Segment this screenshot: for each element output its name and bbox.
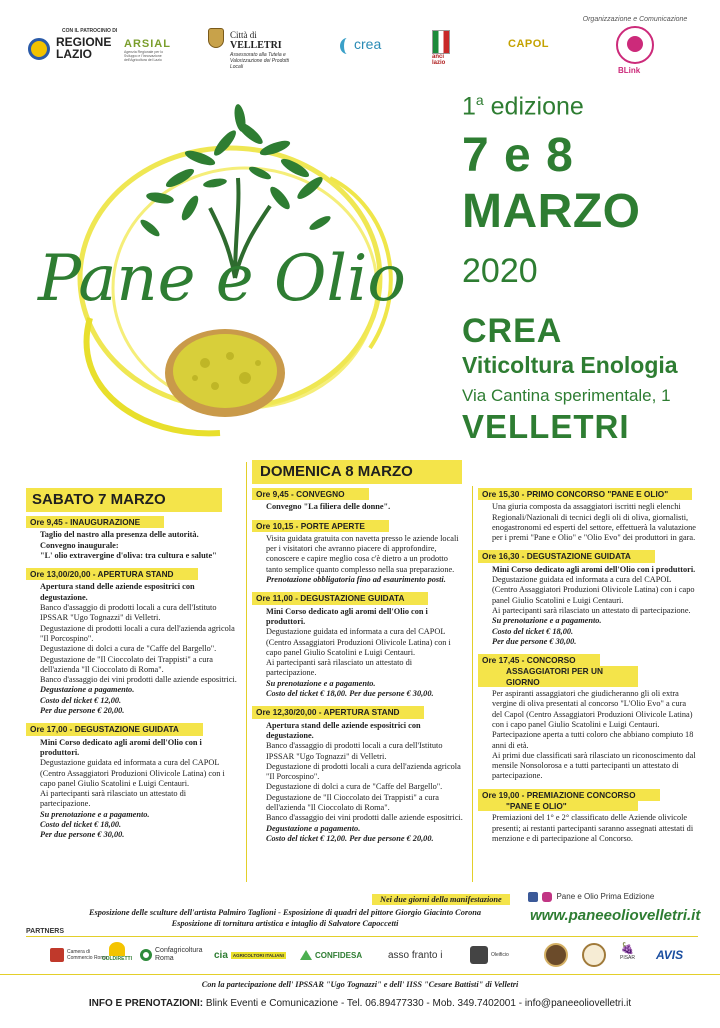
facebook-icon[interactable] [528,892,538,902]
program-event [252,520,464,586]
event-description: Ai partecipanti sarà rilasciato un attestato di partecipazione. [266,658,413,678]
event-description: Degustazione de "Il Cioccolato dei Trappisti" a cura dell'azienda "Il Cioccolato di Roma". [266,792,439,813]
event-description: Banco d'assaggio dei vini prodotti dalle aziende espositrici. [266,813,463,823]
partner-pisar [620,942,635,968]
event-description: Degustazione di dolci a cura de "Caffe del Bargello". [266,782,443,792]
partner-avis [656,942,683,968]
venue-name: CREA [462,312,563,350]
event-description: Banco d'assaggio di prodotti locali a cura dell'Istituto IPSSAR "Ugo Tognazzi" di Velletri. [266,741,443,761]
program-event [478,488,696,543]
event-description: Apertura stand delle aziende espositrici con degustazione. [40,582,195,602]
confagricoltura-icon [140,949,152,961]
edition-suffix: a [475,92,484,108]
participation-note: Con la partecipazione dell' IPSSAR "Ugo Tognazzi" e dell' IISS "Cesare Battisti" di Velletri [201,980,519,989]
event-time-heading: Ore 13,00/20,00 - APERTURA STAND [26,568,198,580]
event-year: 2020 [462,252,538,290]
grape-icon: 🍇 [620,943,635,955]
event-description: Degustazione di prodotti locali a cura dell'azienda agricola "Il Porcospino". [40,623,235,643]
organizer-label: Organizzazione e Comunicazione [582,16,688,23]
edition-word: edizione [490,92,584,121]
info-label: INFO E PRENOTAZIONI: [88,998,204,1009]
partner-label: PISAR [620,955,636,961]
program-event [26,516,238,561]
partner-cia [214,942,286,968]
velletri-city-prefix: Città di [230,30,257,40]
partner-asso-frantoi [388,942,442,968]
partner-seal [582,942,606,968]
sunday-heading: DOMENICA 8 MARZO [252,460,462,484]
partner-label: AGRICOLTORI ITALIANI [232,952,284,958]
partner-confagricoltura [140,942,215,968]
program-event [252,488,464,513]
partner-label: CONFIDESA [315,950,363,960]
event-description: Su prenotazione e a pagamento. [266,678,376,688]
event-description: Per aspiranti assaggiatori che giudicheranno gli oli extra vergine di oliva presentati al concorso "L'Olio Evo" a cura del Capol (Centro Assaggiatori Produzioni Olivicole Latina) con i capo panel Giulio Scatolini e Luigi Centauri. Partecipazione aperta a tutti coloro che abbiano compiuto 18 anni di età. [492,689,694,750]
arsial-subtitle: Agenzia Regionale per lo Sviluppo e l'Innovazione dell'Agricoltura del Lazio [124,50,164,62]
event-description: Una giuria composta da assaggiatori iscritti negli elenchi Regionali/Nazionali di tecnici degli oli di oliva, giornalisti, enogastronomi ed esperti del settore, effettuerà la valutazione per i premi "Pane e Olio" e "Olio Evo" dei produttori in gara. [492,502,696,543]
info-bar [0,994,720,1016]
event-time-heading: Ore 9,45 - CONVEGNO [252,488,369,500]
partner-label: asso franto i [388,949,443,961]
capol-logo [508,38,564,58]
cantina-icon [544,943,568,967]
anci-name: anci lazio [432,54,446,66]
event-description: "L' olio extravergine d'oliva: tra cultura e salute" [40,550,217,560]
partner-label: Camera di Commercio Roma [67,949,108,961]
partner-label: Oleificio [491,952,509,958]
venue-subtitle: Viticoltura Enologia [462,352,678,378]
event-description: Per due persone € 30,00. [492,636,577,646]
velletri-city-label [230,30,282,51]
sunday-program-morning [252,488,464,851]
event-time-heading: Ore 15,30 - PRIMO CONCORSO "PANE E OLIO" [478,488,692,500]
program-event [252,706,464,844]
event-description: Su prenotazione e a pagamento. [40,809,150,819]
partner-label: AVIS [656,948,684,962]
regione-emblem-icon [28,38,50,60]
event-subheading: "PANE E OLIO" [478,801,638,811]
comune-velletri-logo [208,24,294,70]
social-links [528,892,654,902]
partners-divider [26,936,698,937]
blink-name: BLink [618,66,641,75]
sunday-program-afternoon [478,488,696,851]
event-subheading: ASSAGGIATORI PER UN GIORNO [478,666,638,687]
arsial-name: ARSIAL [124,38,171,50]
partner-label: Confagricoltura Roma [155,947,203,962]
event-description: Ai primi due classificati sarà rilasciato un riconoscimento dal mensile Nonsolorosa e a tutti partecipanti un attestato di partecipazione. [492,750,696,781]
arsial-logo [124,38,174,68]
olive-leaves-icon [138,103,332,238]
program-event [252,592,464,699]
event-time-heading: Ore 10,15 - PORTE APERTE [252,520,389,532]
blink-dot-icon [627,36,643,52]
event-description: Degustazione di prodotti locali a cura dell'azienda agricola "Il Porcospino". [266,761,461,782]
partner-cantina [544,942,568,968]
footer-divider [0,974,720,975]
social-page-name: Pane e Olio Prima Edizione [556,892,655,902]
event-description: Costo del ticket € 18,00. [40,820,122,830]
saturday-heading: SABATO 7 MARZO [26,488,222,512]
program-event [478,550,696,647]
both-days-label: Nei due giorni della manifestazione [372,894,510,905]
event-description: Costo del ticket € 18,00. [492,626,574,636]
event-time-heading: Ore 17,00 - DEGUSTAZIONE GUIDATA [26,723,203,735]
confidesa-icon [300,950,312,960]
program-event [478,654,696,782]
event-description: Taglio del nastro alla presenza delle autorità. [40,530,199,540]
event-description: Mini Corso dedicato agli aromi dell'Olio con i produttori. [40,737,202,757]
event-time-heading: Ore 9,45 - INAUGURAZIONE [26,516,164,528]
event-time-heading: Ore 12,30/20,00 - APERTURA STAND [252,706,424,718]
info-contacts: Blink Eventi e Comunicazione - Tel. 06.89477330 - Mob. 349.7402001 - info@paneeoliovelletri.it [205,998,632,1009]
event-description: Convegno "La filiera delle donne". [266,502,391,512]
event-time-heading: Ore 19,00 - PREMIAZIONE CONCORSO [478,789,660,801]
event-description: Convegno inaugurale: [40,540,119,550]
event-description: Banco d'assaggio di prodotti locali a cura dell'Istituto IPSSAR "Ugo Tognazzi" di Velletri. [40,603,217,623]
velletri-assessorato: Assessorato alla Tutela e Valorizzazione dei Prodotti Locali [230,52,290,70]
edition-number: 1 [462,92,476,121]
column-divider-right [472,486,473,882]
event-description: Ai partecipanti sarà rilasciato un attestato di partecipazione. [492,605,691,615]
event-description: Ai partecipanti sarà rilasciato un attestato di partecipazione. [40,789,187,809]
program-event [26,568,238,716]
event-description: Prenotazione obbligatoria fino ad esaurimento posti. [266,575,446,585]
anci-lazio-logo [432,30,458,66]
event-description: Per due persone € 30,00. [40,830,125,840]
anci-flag-icon [432,30,450,54]
crea-logo [340,36,400,60]
instagram-icon[interactable] [542,892,552,902]
exhibitions-text: Esposizione delle sculture dell'artista Palmiro Taglioni - Esposizione di quadri del pittore Giorgio Giacinto Corona Esposizione di tornitura artistica e intaglio di Salvatore Capoccetti [89,908,481,928]
velletri-crest-icon [208,28,224,48]
crea-name: crea [354,36,382,52]
edition-label [462,92,584,121]
venue-city: VELLETRI [462,408,630,445]
camera-commercio-icon [50,948,64,962]
partner-confidesa [300,942,362,968]
event-time-heading: Ore 11,00 - DEGUSTAZIONE GUIDATA [252,592,428,604]
event-time-heading: Ore 16,30 - DEGUSTAZIONE GUIDATA [478,550,655,562]
event-time-heading: Ore 17,45 - CONCORSO [478,654,600,666]
program-event [478,789,696,844]
event-description: Costo del ticket € 18,00. Per due persone € 30,00. [266,689,434,699]
event-description: Degustazione di dolci a cura de "Caffe del Bargello". [40,644,217,654]
event-description: Degustazione guidata ed informata a cura del CAPOL (Centro Assaggiatori Produzioni Olivicole Latina) con i capo panel Giulio Scatolini e Luigi Centauri. [266,627,451,657]
event-description: Per due persone € 20,00. [40,706,125,716]
capol-name: CAPOL [508,38,549,50]
event-description: Mini Corso dedicato agli aromi dell'Olio con i produttori. [266,606,428,626]
event-month: MARZO [462,185,641,238]
partner-label: COLDIRETTI [102,956,132,962]
partners-label: PARTNERS [26,928,64,935]
crea-swirl-icon [340,38,354,54]
venue-address: Via Cantina sperimentale, 1 [462,386,671,405]
event-description: Mini Corso dedicato agli aromi dell'Olio con i produttori. [492,564,696,574]
saturday-program [26,516,238,848]
event-description: Degustazione a pagamento. [266,823,361,833]
event-description: Su prenotazione e a pagamento. [492,616,602,626]
event-description: Costo del ticket € 12,00. Per due persone € 20,00. [266,833,434,843]
regione-lazio-logo [26,24,138,68]
event-description: Premiazioni del 1° e 2° classificato delle Aziende olivicole presenti; ai restanti partecipanti saranno assegnati attestati di menzione e di partecipazione al Concorso. [492,813,694,843]
partner-coldiretti [102,942,132,968]
event-days: 7 e 8 [462,129,574,182]
event-description: Banco d'assaggio dei vini prodotti dalle aziende espositrici. [40,675,237,685]
event-description: Costo del ticket € 12,00. [40,695,122,705]
blink-logo [612,26,660,74]
program-event [26,723,238,840]
event-description: Degustazione guidata ed informata a cura del CAPOL (Centro Assaggiatori Produzioni Olivicole Latina) con i capo panel Giulio Scatolini e Luigi Centauri. [492,575,695,605]
partner-oleificio [470,942,509,968]
cia-icon: cia [214,949,228,961]
column-divider-left [246,462,247,882]
regione-name: REGIONE LAZIO [56,35,112,61]
event-description: Apertura stand delle aziende espositrici con degustazione. [266,720,421,740]
pane-e-olio-title: Pane e Olio [38,242,406,316]
website-link[interactable]: www.paneeoliovelletri.it [530,907,701,924]
pane-e-olio-illustration [30,88,450,458]
event-description: Degustazione guidata ed informata a cura del CAPOL (Centro Assaggiatori Produzioni Olivicole Latina) con i capo panel Giulio Scatolini e Luigi Centauri. [40,758,225,788]
event-description: Visita guidata gratuita con navetta presso le aziende locali per i visitatori che avranno piacere di approfondire, conoscere e capire meglio cosa c'è dietro a un prodotto tanto semplice quanto complesso nella sua preparazione. [266,533,459,574]
velletri-city-name: VELLETRI [230,40,282,51]
bread-oil-surface [173,334,277,408]
coldiretti-icon [109,942,125,956]
seal-icon [582,943,606,967]
event-description: Degustazione de "Il Cioccolato dei Trappisti" a cura dell'azienda "Il Cioccolato di Roma". [40,654,213,674]
patronage-label: CON IL PATROCINIO DI [62,28,118,34]
event-description: Degustazione a pagamento. [40,685,135,695]
oleificio-icon [470,946,488,964]
